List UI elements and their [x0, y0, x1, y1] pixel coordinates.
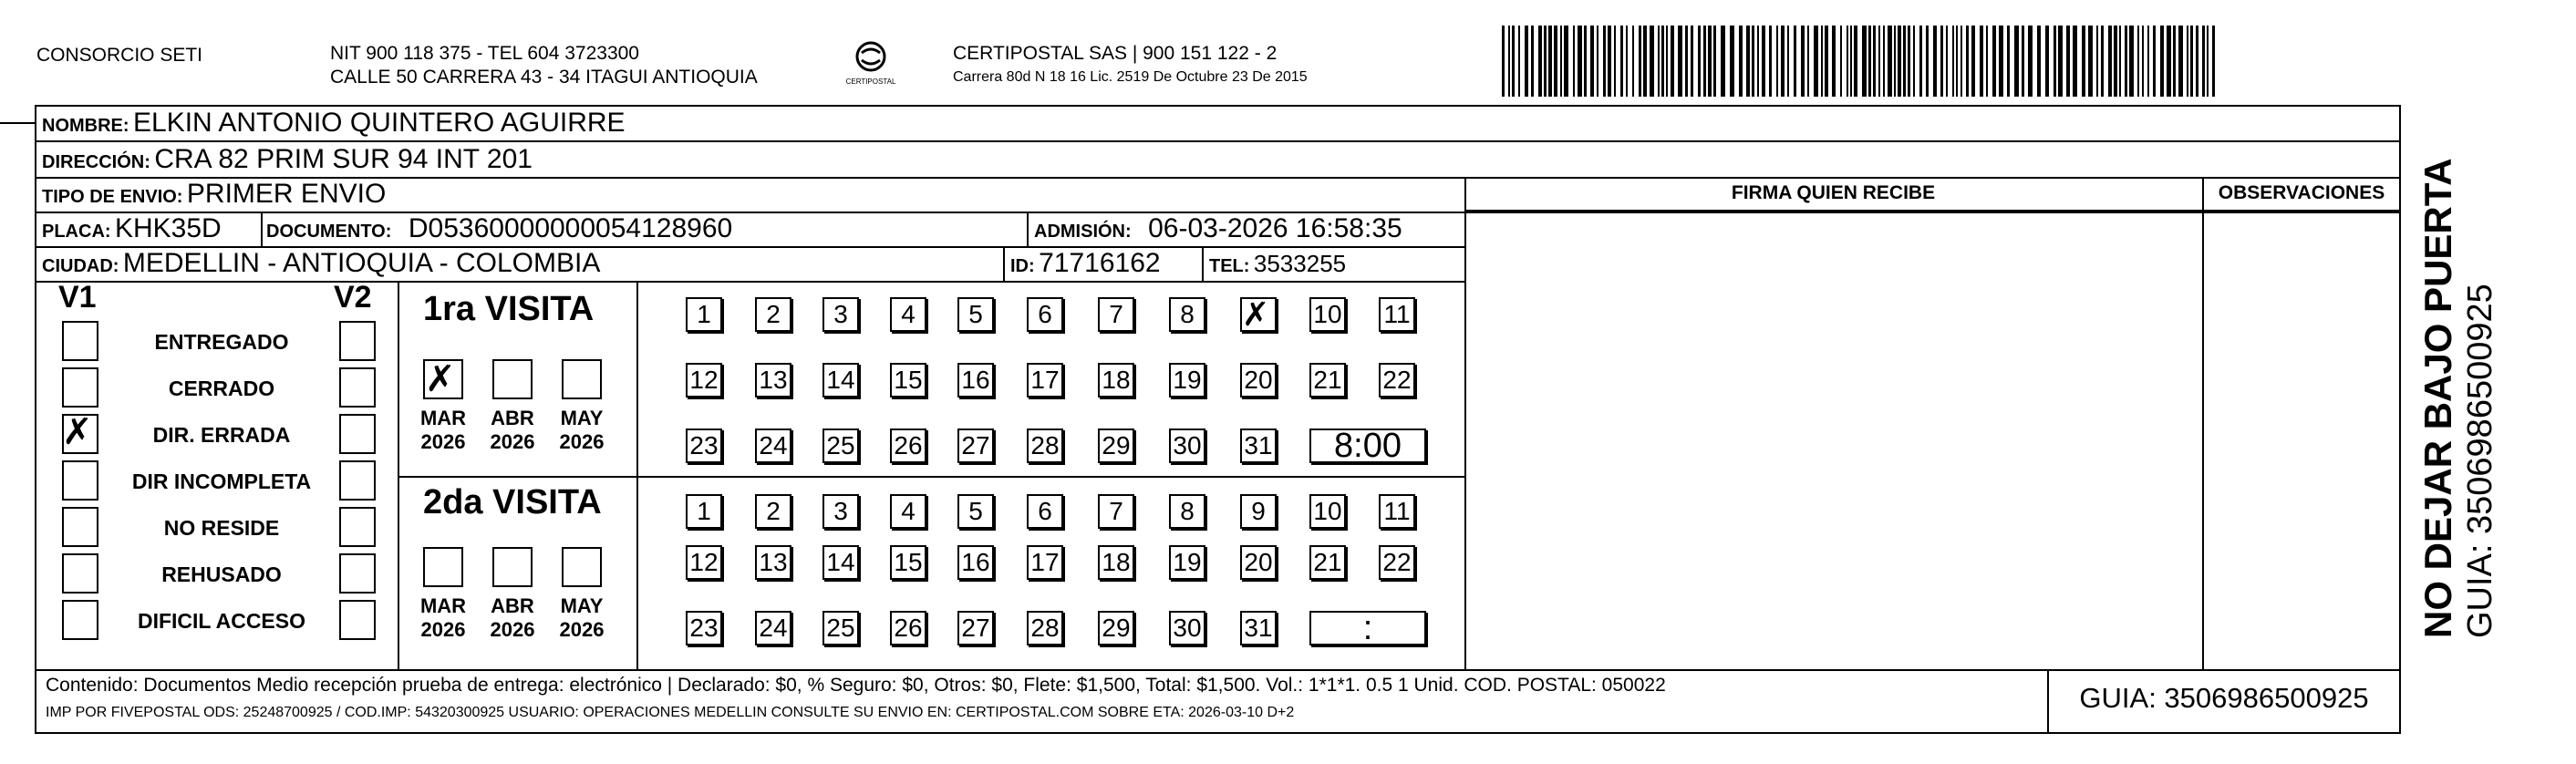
v2-months-checkbox-may[interactable] — [562, 547, 602, 587]
barcode-bar — [1597, 26, 1598, 97]
barcode-bar — [1626, 26, 1628, 97]
barcode-bar — [2196, 26, 2198, 97]
direccion-value: CRA 82 PRIM SUR 94 INT 201 — [154, 144, 533, 174]
v1-checkbox-no-reside[interactable] — [62, 507, 98, 547]
v1-days-day-29[interactable]: 29 — [1098, 428, 1134, 463]
tipo-value: PRIMER ENVIO — [186, 179, 387, 209]
barcode-bar — [2187, 26, 2188, 97]
barcode-bar — [1698, 26, 1701, 97]
barcode-bar — [2088, 26, 2093, 97]
id-value: 71716162 — [1039, 248, 1161, 278]
status-label-cerrado: CERRADO — [168, 377, 275, 400]
barcode-bar — [2137, 26, 2139, 97]
v2-days-day-16[interactable]: 16 — [957, 545, 994, 580]
barcode-bar — [1752, 26, 1754, 97]
v2-months-label-may: MAY 2026 — [559, 594, 605, 641]
barcode-bar — [1564, 26, 1568, 97]
v2-days-day-9[interactable]: 9 — [1240, 494, 1277, 529]
v2-days-day-24[interactable]: 24 — [755, 611, 791, 645]
barcode-bar — [1508, 26, 1510, 97]
barcode-bar — [1639, 26, 1641, 97]
v2-days-day-5[interactable]: 5 — [957, 494, 994, 529]
check-mark-icon: ✗ — [425, 358, 456, 400]
v2-days-day-19[interactable]: 19 — [1169, 545, 1205, 580]
placa-value: KHK35D — [115, 213, 222, 243]
barcode-bar — [1590, 26, 1594, 97]
side-line1: NO DEJAR BAJO PUERTA — [2416, 158, 2459, 638]
barcode-bar — [1868, 26, 1871, 97]
v2-checkbox-dir-incompleta[interactable] — [339, 460, 376, 501]
v1-days-day-8[interactable]: 8 — [1169, 297, 1205, 332]
documento-cell — [266, 213, 732, 244]
v2-checkbox-dir-errada[interactable] — [339, 414, 376, 454]
row-line — [35, 669, 2401, 671]
barcode-bar — [2173, 26, 2176, 97]
visit1-title: 1ra VISITA — [423, 290, 595, 328]
barcode-bar — [2119, 26, 2121, 97]
barcode-bar — [1685, 26, 1688, 97]
logo-icon — [853, 40, 889, 73]
v2-days-day-8[interactable]: 8 — [1169, 494, 1205, 529]
barcode-bar — [1952, 26, 1954, 97]
obs-divider — [2202, 177, 2204, 669]
barcode-bar — [1850, 26, 1852, 97]
barcode-bar — [2037, 26, 2041, 97]
barcode-bar — [1757, 26, 1759, 97]
barcode-bar — [1913, 26, 1915, 97]
v1-checkbox-dificil-acceso[interactable] — [62, 600, 98, 640]
v1-days-day-7[interactable]: 7 — [1098, 297, 1134, 332]
status-label-dir-errada: DIR. ERRADA — [152, 423, 291, 447]
v1-checkbox-cerrado[interactable] — [62, 367, 98, 408]
check-mark-icon: ✗ — [62, 411, 93, 453]
barcode-bar — [2147, 26, 2149, 97]
v1-days-day-23[interactable]: 23 — [686, 428, 722, 463]
v2-days-day-10[interactable]: 10 — [1309, 494, 1346, 529]
barcode-bar — [1847, 26, 1848, 97]
v1-months-label-mar: MAR 2026 — [419, 407, 467, 453]
barcode-bar — [1608, 26, 1611, 97]
barcode-bar — [1560, 26, 1562, 97]
nombre-value: ELKIN ANTONIO QUINTERO AGUIRRE — [133, 108, 626, 138]
v1-label: V1 — [58, 280, 97, 315]
barcode-bar — [1888, 26, 1892, 97]
admision-cell — [1034, 213, 1402, 244]
barcode-bar — [1986, 26, 1988, 97]
v1-days-day-1[interactable]: 1 — [686, 297, 722, 332]
barcode-bar — [1554, 26, 1557, 97]
barcode-bar — [2028, 26, 2033, 97]
barcode-bar — [1825, 26, 1828, 97]
barcode-bar — [2125, 26, 2127, 97]
v2-label: V2 — [334, 280, 372, 315]
barcode-bar — [1769, 26, 1772, 97]
v1-days-day-18[interactable]: 18 — [1098, 363, 1134, 397]
v1-days-day-6[interactable]: 6 — [1027, 297, 1063, 332]
status-label-dificil-acceso: DIFICIL ACCESO — [137, 609, 305, 633]
v2-days-day-3[interactable]: 3 — [822, 494, 859, 529]
v2-checkbox-entregado[interactable] — [339, 321, 376, 361]
status-divider — [398, 281, 399, 669]
v1-days-day-16[interactable]: 16 — [957, 363, 994, 397]
v1-days-day-27[interactable]: 27 — [957, 428, 994, 463]
company-name: CONSORCIO SETI — [36, 45, 203, 66]
barcode-bar — [2114, 26, 2117, 97]
barcode-bar — [1814, 26, 1818, 97]
barcode-bar — [1678, 26, 1682, 97]
certipostal-line1: CERTIPOSTAL SAS | 900 151 122 - 2 — [953, 43, 1278, 64]
barcode-bar — [1708, 26, 1712, 97]
v2-days-day-28[interactable]: 28 — [1027, 611, 1063, 645]
firma-divider — [1464, 177, 1466, 669]
footer-line2: IMP POR FIVEPOSTAL ODS: 25248700925 / COD.IMP: 54320300925 USUARIO: OPERACIONES MEDELLIN CONSULTE SU ENVIO EN: CERTIPOSTAL.COM SOBRE ETA: 2026-03-10 D+2 — [46, 705, 1295, 720]
barcode-bar — [1878, 26, 1880, 97]
barcode-bar — [1643, 26, 1647, 97]
firma-header-line — [1464, 210, 2401, 212]
v2-days-day-25[interactable]: 25 — [822, 611, 859, 645]
v2-days-day-26[interactable]: 26 — [890, 611, 926, 645]
barcode-bar — [1614, 26, 1616, 97]
side-text — [2416, 128, 2517, 638]
v2-days-day-30[interactable]: 30 — [1169, 611, 1205, 645]
barcode-bar — [1658, 26, 1660, 97]
v2-days-day-14[interactable]: 14 — [822, 545, 859, 580]
barcode-bar — [1821, 26, 1823, 97]
barcode-bar — [1801, 26, 1805, 97]
barcode-bar — [1721, 26, 1725, 97]
barcode — [1502, 26, 2220, 97]
barcode-bar — [1908, 26, 1910, 97]
barcode-bar — [2096, 26, 2098, 97]
v2-days-day-13[interactable]: 13 — [755, 545, 791, 580]
v1-days-day-26[interactable]: 26 — [890, 428, 926, 463]
barcode-bar — [2014, 26, 2019, 97]
row-line — [35, 177, 2401, 179]
barcode-bar — [2153, 26, 2156, 97]
v2-days-day-22[interactable]: 22 — [1379, 545, 1415, 580]
barcode-bar — [1926, 26, 1929, 97]
v1-months-checkbox-abr[interactable] — [492, 359, 533, 399]
v1-days-day-4[interactable]: 4 — [890, 297, 926, 332]
barcode-bar — [1730, 26, 1734, 97]
barcode-bar — [1691, 26, 1693, 97]
documento-label: DOCUMENTO: — [266, 222, 392, 242]
v2-months-label-mar: MAR 2026 — [419, 594, 467, 641]
barcode-bar — [1713, 26, 1716, 97]
barcode-bar — [2007, 26, 2010, 97]
barcode-bar — [1666, 26, 1668, 97]
barcode-bar — [1894, 26, 1896, 97]
row-line — [35, 281, 1464, 283]
v2-days-day-18[interactable]: 18 — [1098, 545, 1134, 580]
v2-months-checkbox-abr[interactable] — [492, 547, 533, 587]
v2-checkbox-no-reside[interactable] — [339, 507, 376, 547]
barcode-bar — [1544, 26, 1547, 97]
barcode-bar — [1919, 26, 1922, 97]
barcode-graphic — [1502, 26, 2220, 97]
v1-days-day-14[interactable]: 14 — [822, 363, 859, 397]
tel-cell — [1209, 250, 1346, 278]
cell-divider — [1202, 246, 1204, 281]
v1-days-day-31[interactable]: 31 — [1240, 428, 1277, 463]
v2-days-day-11[interactable]: 11 — [1379, 494, 1415, 529]
v1-days-time-box[interactable]: 8:00 — [1309, 428, 1426, 463]
barcode-bar — [2073, 26, 2077, 97]
cell-divider — [261, 212, 263, 246]
v1-checkbox-dir-errada[interactable] — [62, 411, 98, 454]
barcode-bar — [1620, 26, 1623, 97]
visit2-title: 2da VISITA — [423, 483, 602, 521]
barcode-bar — [1776, 26, 1778, 97]
v1-days-day-13[interactable]: 13 — [755, 363, 791, 397]
barcode-bar — [2178, 26, 2183, 97]
status-label-rehusado: REHUSADO — [161, 563, 282, 586]
tipo-row — [42, 179, 386, 210]
tipo-label: TIPO DE ENVIO: — [42, 187, 183, 207]
v2-days-time-box[interactable]: : — [1309, 611, 1426, 645]
v1-days-day-22[interactable]: 22 — [1379, 363, 1415, 397]
ciudad-cell — [42, 248, 600, 279]
barcode-bar — [1781, 26, 1785, 97]
barcode-bar — [2101, 26, 2104, 97]
barcode-bar — [1762, 26, 1765, 97]
barcode-bar — [1787, 26, 1789, 97]
nombre-row — [42, 108, 626, 139]
barcode-bar — [1840, 26, 1842, 97]
v2-days-day-20[interactable]: 20 — [1240, 545, 1277, 580]
v2-checkbox-cerrado[interactable] — [339, 367, 376, 408]
cell-divider — [1027, 212, 1029, 246]
visit-split-line — [398, 476, 1464, 478]
barcode-bar — [1883, 26, 1885, 97]
id-cell — [1010, 248, 1161, 279]
v1-days-day-10[interactable]: 10 — [1309, 297, 1346, 332]
v1-months-label-may: MAY 2026 — [559, 407, 605, 453]
barcode-bar — [2190, 26, 2193, 97]
side-line2: GUIA: 3506986500925 — [2461, 284, 2499, 638]
v2-checkbox-rehusado[interactable] — [339, 553, 376, 594]
barcode-bar — [2202, 26, 2205, 97]
v1-days-day-21[interactable]: 21 — [1309, 363, 1346, 397]
nit-line: NIT 900 118 375 - TEL 604 3723300 — [330, 43, 639, 64]
barcode-bar — [2058, 26, 2063, 97]
v2-months-label-abr: ABR 2026 — [490, 594, 535, 641]
placa-cell — [42, 213, 222, 244]
v2-days-day-12[interactable]: 12 — [686, 545, 722, 580]
barcode-bar — [1807, 26, 1809, 97]
address-line: CALLE 50 CARRERA 43 - 34 ITAGUI ANTIOQUIA — [330, 67, 758, 88]
v1-days-day-5[interactable]: 5 — [957, 297, 994, 332]
admision-value: 06-03-2026 16:58:35 — [1148, 213, 1402, 243]
firma-header: FIRMA QUIEN RECIBE — [1731, 182, 1936, 203]
frame-tick — [0, 122, 35, 124]
observaciones-header: OBSERVACIONES — [2218, 182, 2385, 203]
barcode-bar — [1603, 26, 1606, 97]
v1-days-day-11[interactable]: 11 — [1379, 297, 1415, 332]
barcode-bar — [2129, 26, 2134, 97]
barcode-bar — [1992, 26, 1996, 97]
direccion-label: DIRECCIÓN: — [42, 152, 150, 172]
barcode-bar — [1999, 26, 2003, 97]
nombre-label: NOMBRE: — [42, 116, 129, 136]
barcode-bar — [1632, 26, 1634, 97]
barcode-bar — [1502, 26, 1505, 97]
barcode-bar — [1703, 26, 1706, 97]
v2-days-day-6[interactable]: 6 — [1027, 494, 1063, 529]
status-label-dir-incompleta: DIR INCOMPLETA — [131, 470, 312, 493]
barcode-bar — [2167, 26, 2171, 97]
footer-guia: GUIA: 3506986500925 — [2079, 682, 2369, 714]
barcode-bar — [2045, 26, 2049, 97]
status-label-no-reside: NO RESIDE — [163, 516, 280, 540]
ciudad-value: MEDELLIN - ANTIOQUIA - COLOMBIA — [122, 248, 601, 278]
barcode-bar — [1862, 26, 1867, 97]
barcode-bar — [1746, 26, 1750, 97]
certipostal-logo — [839, 40, 903, 95]
tel-value: 3533255 — [1253, 250, 1347, 277]
v1-days-day-3[interactable]: 3 — [822, 297, 859, 332]
v1-days-day-15[interactable]: 15 — [890, 363, 926, 397]
barcode-bar — [2207, 26, 2209, 97]
cell-divider — [1003, 246, 1005, 281]
barcode-bar — [1548, 26, 1552, 97]
barcode-bar — [1518, 26, 1520, 97]
barcode-bar — [1794, 26, 1796, 97]
barcode-bar — [1980, 26, 1983, 97]
documento-value: D05360000000054128960 — [408, 213, 733, 243]
barcode-bar — [1940, 26, 1943, 97]
v2-days-day-23[interactable]: 23 — [686, 611, 722, 645]
barcode-bar — [1661, 26, 1664, 97]
v1-days-day-25[interactable]: 25 — [822, 428, 859, 463]
v2-months-checkbox-mar[interactable] — [423, 547, 463, 587]
v1-days-day-24[interactable]: 24 — [755, 428, 791, 463]
v2-days-day-4[interactable]: 4 — [890, 494, 926, 529]
barcode-bar — [1966, 26, 1969, 97]
barcode-bar — [1946, 26, 1948, 97]
tel-label: TEL: — [1209, 256, 1250, 276]
v2-days-day-2[interactable]: 2 — [755, 494, 791, 529]
barcode-bar — [1832, 26, 1836, 97]
certipostal-line2: Carrera 80d N 18 16 Lic. 2519 De Octubre 23 De 2015 — [953, 69, 1308, 85]
v1-days-day-19[interactable]: 19 — [1169, 363, 1205, 397]
barcode-bar — [1512, 26, 1515, 97]
status-label-entregado: ENTREGADO — [154, 330, 289, 354]
visit-divider — [636, 281, 638, 669]
barcode-bar — [1854, 26, 1857, 97]
barcode-bar — [2082, 26, 2085, 97]
barcode-bar — [1971, 26, 1975, 97]
ciudad-label: CIUDAD: — [42, 256, 119, 276]
v2-days-day-27[interactable]: 27 — [957, 611, 994, 645]
v1-days-day-28[interactable]: 28 — [1027, 428, 1063, 463]
barcode-bar — [2160, 26, 2164, 97]
barcode-bar — [1573, 26, 1575, 97]
v2-days-day-31[interactable]: 31 — [1240, 611, 1277, 645]
barcode-bar — [2212, 26, 2215, 97]
barcode-bar — [1531, 26, 1534, 97]
id-label: ID: — [1010, 256, 1035, 276]
v1-days-day-30[interactable]: 30 — [1169, 428, 1205, 463]
v2-checkbox-dificil-acceso[interactable] — [339, 600, 376, 640]
v1-months-label-abr: ABR 2026 — [490, 407, 535, 453]
admision-label: ADMISIÓN: — [1034, 222, 1132, 242]
v1-checkbox-dir-incompleta[interactable] — [62, 460, 98, 501]
v1-checkbox-rehusado[interactable] — [62, 553, 98, 594]
barcode-bar — [1650, 26, 1654, 97]
v1-months-checkbox-may[interactable] — [562, 359, 602, 399]
v1-days-day-9[interactable] — [1240, 297, 1277, 332]
placa-label: PLACA: — [42, 222, 111, 242]
v2-days-day-17[interactable]: 17 — [1027, 545, 1063, 580]
check-mark-icon: ✗ — [1242, 296, 1270, 334]
barcode-bar — [1671, 26, 1674, 97]
barcode-bar — [2108, 26, 2112, 97]
logo-text: CERTIPOSTAL — [845, 77, 896, 86]
v2-days-day-1[interactable]: 1 — [686, 494, 722, 529]
barcode-bar — [1873, 26, 1876, 97]
v1-days-day-20[interactable]: 20 — [1240, 363, 1277, 397]
footer-line1: Contenido: Documentos Medio recepción prueba de entrega: electrónico | Declarado: $0, % Seguro: $0, Otros: $0, Flete: $1,500, Total: $1,500. Vol.: 1*1*1. 0.5 1 Unid. COD. POSTAL: 050022 — [46, 675, 1666, 696]
barcode-bar — [1960, 26, 1962, 97]
barcode-bar — [1739, 26, 1743, 97]
barcode-bar — [1538, 26, 1542, 97]
direccion-row — [42, 144, 533, 175]
barcode-bar — [1578, 26, 1582, 97]
v1-days-day-17[interactable]: 17 — [1027, 363, 1063, 397]
barcode-bar — [2142, 26, 2144, 97]
v2-days-day-7[interactable]: 7 — [1098, 494, 1134, 529]
barcode-bar — [1898, 26, 1901, 97]
v1-days-day-12[interactable]: 12 — [686, 363, 722, 397]
barcode-bar — [2066, 26, 2070, 97]
barcode-bar — [1933, 26, 1937, 97]
barcode-bar — [1525, 26, 1528, 97]
v1-checkbox-entregado[interactable] — [62, 321, 98, 361]
v1-months-checkbox-mar[interactable] — [423, 359, 463, 399]
barcode-bar — [1903, 26, 1906, 97]
row-line — [35, 140, 2401, 142]
v2-days-day-21[interactable]: 21 — [1309, 545, 1346, 580]
v2-days-day-29[interactable]: 29 — [1098, 611, 1134, 645]
barcode-bar — [2054, 26, 2056, 97]
barcode-bar — [1584, 26, 1587, 97]
v2-days-day-15[interactable]: 15 — [890, 545, 926, 580]
barcode-bar — [2022, 26, 2024, 97]
v1-days-day-2[interactable]: 2 — [755, 297, 791, 332]
barcode-bar — [1956, 26, 1958, 97]
